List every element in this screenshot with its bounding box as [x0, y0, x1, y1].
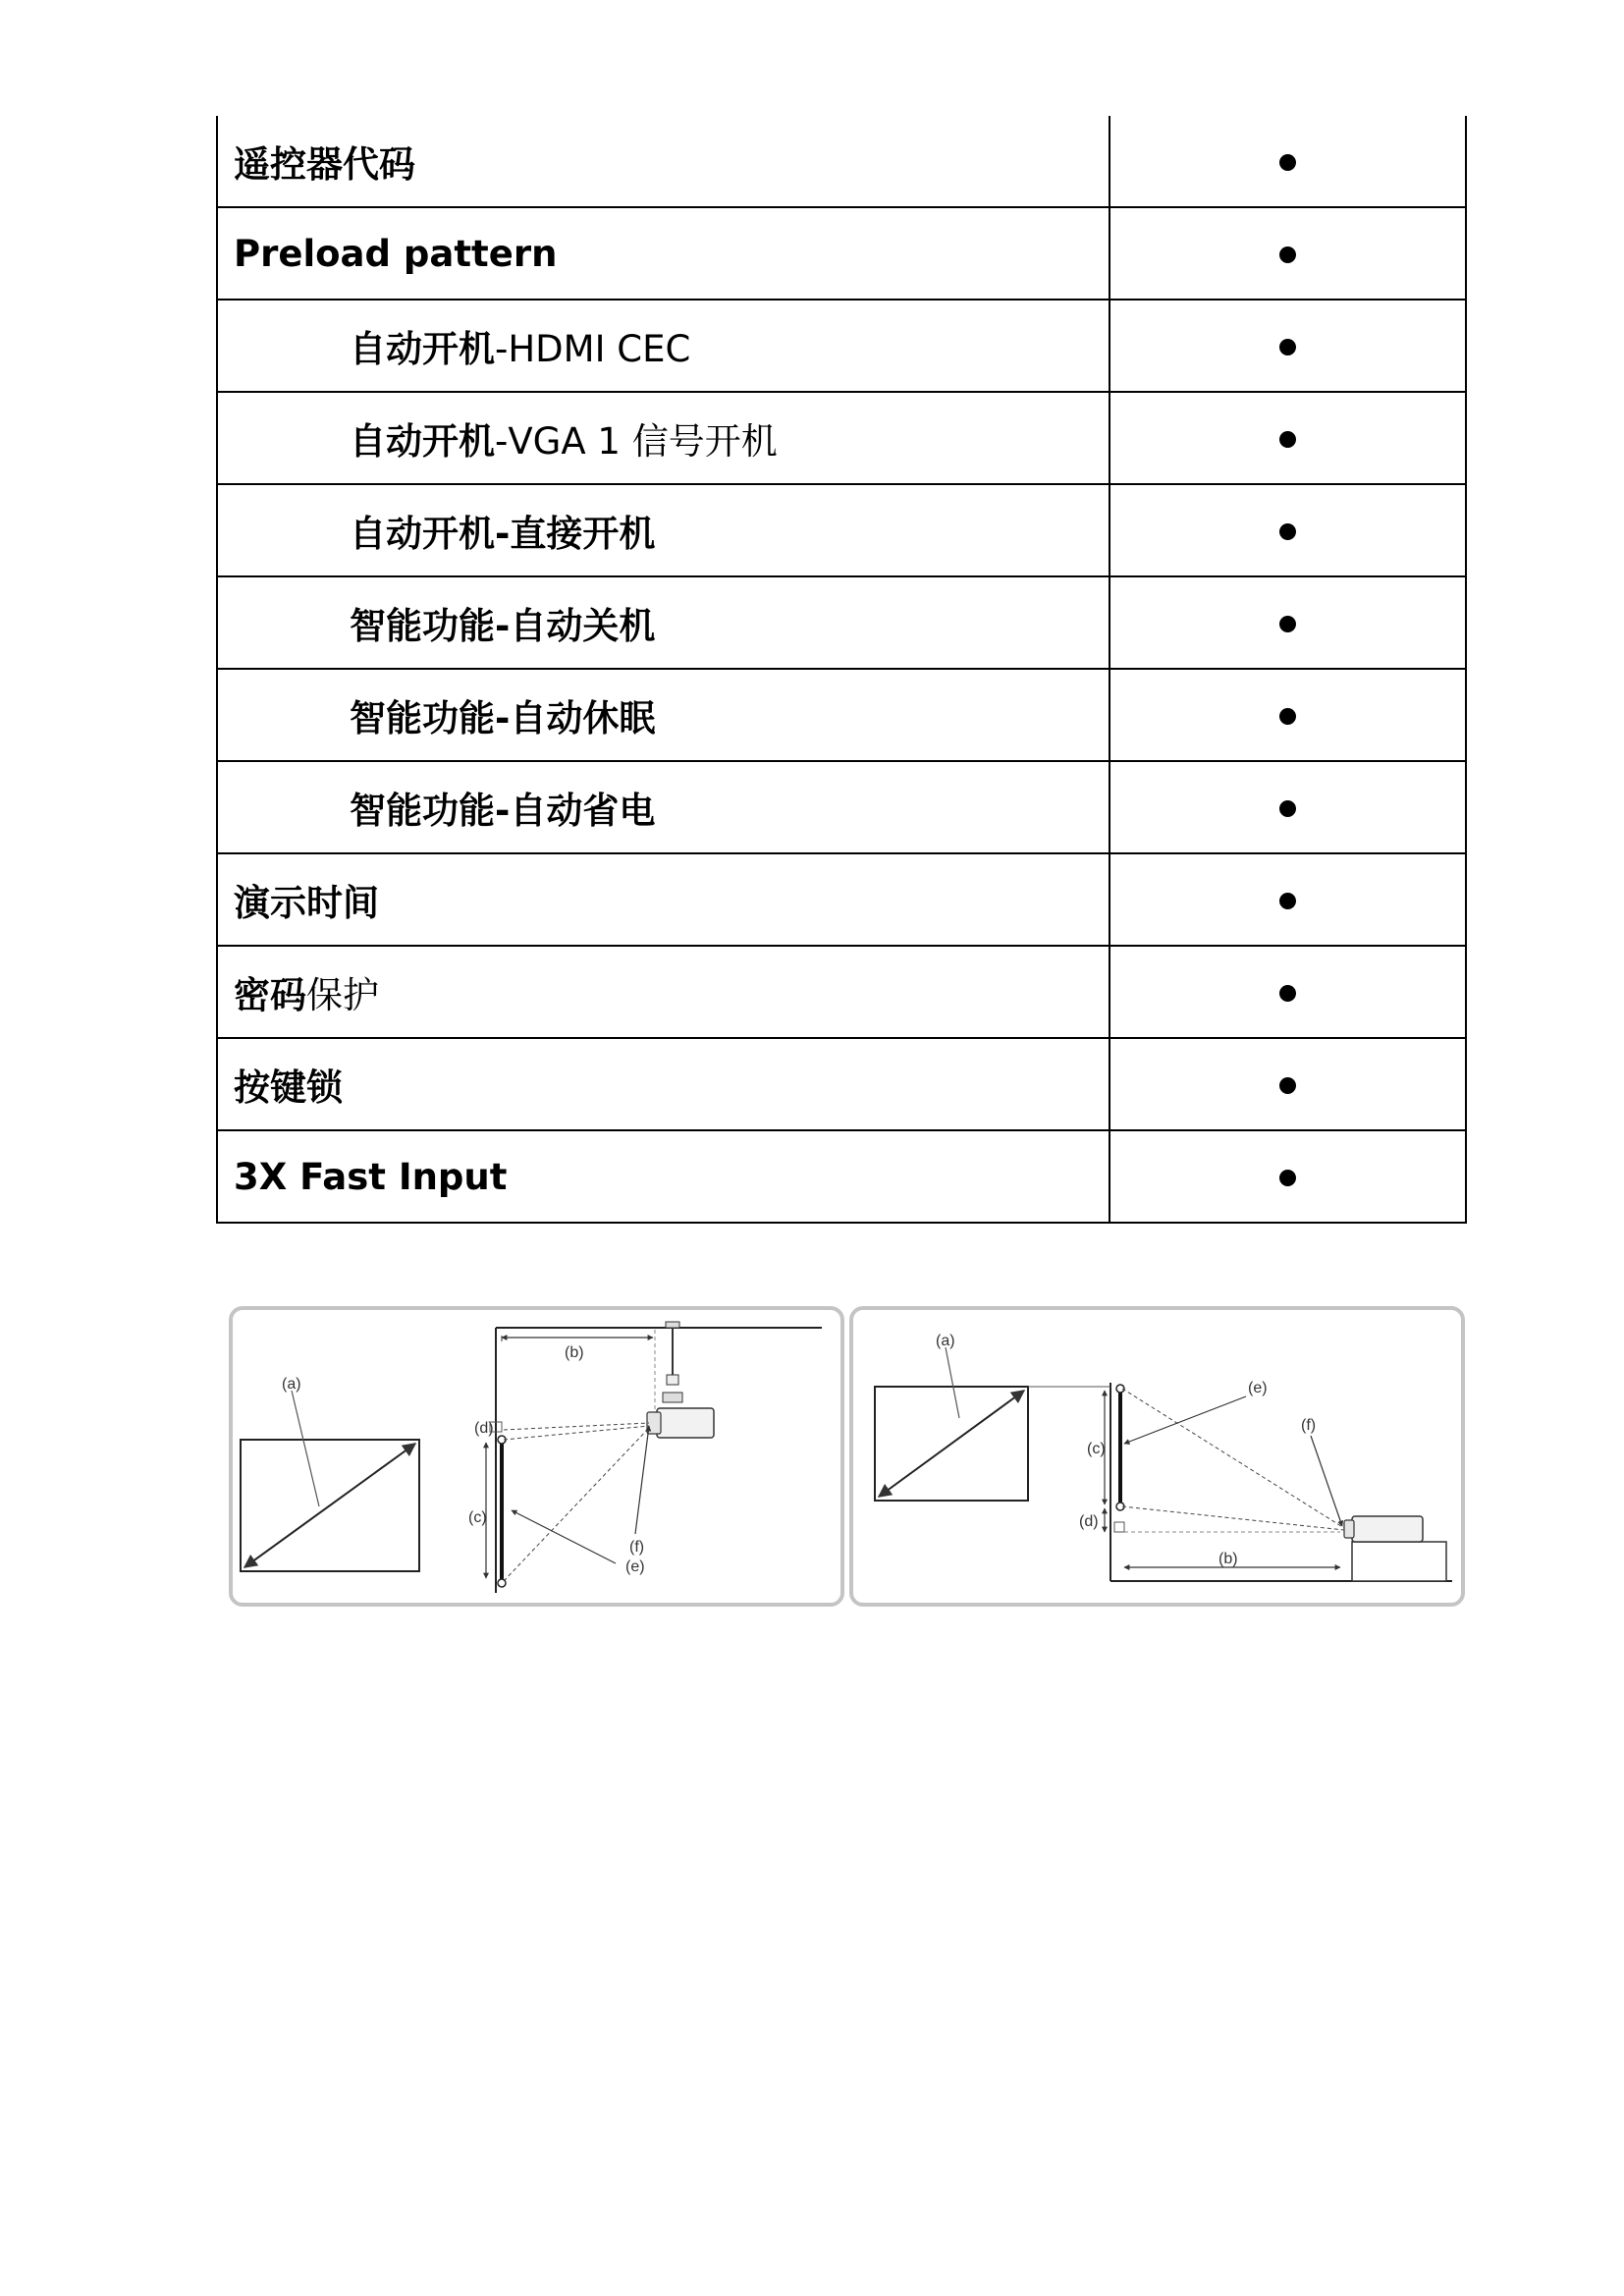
floor-mount-diagram	[849, 1306, 1465, 1607]
feature-label-suffix: 保护	[306, 974, 379, 1016]
feature-label	[217, 300, 1110, 392]
label-c: (c)	[1087, 1441, 1106, 1457]
supported-cell	[1110, 1038, 1466, 1130]
bullet-icon	[1279, 1077, 1296, 1094]
label-d: (d)	[1079, 1513, 1099, 1530]
label-d: (d)	[474, 1420, 494, 1437]
label-b: (b)	[565, 1344, 584, 1361]
screen-diagonal-arrow	[879, 1391, 1024, 1497]
bullet-icon	[1279, 339, 1296, 355]
table-row	[217, 1038, 1466, 1130]
feature-label-suffix: -VGA 1 信号开机	[495, 420, 778, 463]
feature-label-main: 自动开机	[350, 420, 495, 463]
table-row	[217, 576, 1466, 669]
table-row	[217, 300, 1466, 392]
label-a: (a)	[936, 1333, 955, 1349]
bullet-icon	[1279, 523, 1296, 540]
feature-label: 演示时间	[217, 853, 1110, 946]
table-row	[217, 669, 1466, 761]
supported-cell	[1110, 669, 1466, 761]
feature-label	[217, 946, 1110, 1038]
feature-label-suffix: -HDMI CEC	[495, 328, 691, 370]
feature-table	[216, 116, 1467, 1224]
bullet-icon	[1279, 431, 1296, 448]
supported-cell	[1110, 853, 1466, 946]
screen-diagonal-arrow	[244, 1444, 415, 1567]
label-b: (b)	[1218, 1551, 1238, 1567]
label-f: (f)	[629, 1539, 645, 1556]
feature-label: 3X Fast Input	[217, 1130, 1110, 1223]
label-c: (c)	[468, 1509, 487, 1526]
supported-cell	[1110, 946, 1466, 1038]
supported-cell	[1110, 392, 1466, 484]
supported-cell	[1110, 116, 1466, 207]
table-row	[217, 392, 1466, 484]
table-row	[217, 946, 1466, 1038]
floor-mount-illustration	[853, 1310, 1469, 1611]
bullet-icon	[1279, 708, 1296, 725]
projector-icon	[1352, 1516, 1423, 1542]
supported-cell	[1110, 576, 1466, 669]
feature-label: 自动开机-直接开机	[217, 484, 1110, 576]
bullet-icon	[1279, 893, 1296, 909]
supported-cell	[1110, 207, 1466, 300]
bullet-icon	[1279, 985, 1296, 1002]
feature-label-main: 密码	[234, 974, 306, 1016]
label-e: (e)	[1248, 1380, 1268, 1396]
feature-label: 按键锁	[217, 1038, 1110, 1130]
supported-cell	[1110, 761, 1466, 853]
label-f: (f)	[1301, 1417, 1317, 1434]
bullet-icon	[1279, 800, 1296, 817]
feature-label: 遥控器代码	[217, 116, 1110, 207]
feature-label-main: 自动开机	[350, 328, 495, 370]
feature-label: 智能功能-自动休眠	[217, 669, 1110, 761]
bullet-icon	[1279, 1170, 1296, 1186]
feature-label: Preload pattern	[217, 207, 1110, 300]
feature-label: 智能功能-自动关机	[217, 576, 1110, 669]
projector-stand	[1352, 1542, 1446, 1581]
feature-label: 智能功能-自动省电	[217, 761, 1110, 853]
table-row	[217, 116, 1466, 207]
supported-cell	[1110, 300, 1466, 392]
supported-cell	[1110, 484, 1466, 576]
bullet-icon	[1279, 154, 1296, 171]
table-row	[217, 207, 1466, 300]
projector-icon	[657, 1408, 714, 1438]
ceiling-mount-illustration	[233, 1310, 848, 1611]
table-row	[217, 761, 1466, 853]
bullet-icon	[1279, 246, 1296, 263]
supported-cell	[1110, 1130, 1466, 1223]
table-row	[217, 1130, 1466, 1223]
table-row	[217, 853, 1466, 946]
ceiling-mount-diagram	[229, 1306, 844, 1607]
feature-label	[217, 392, 1110, 484]
label-a: (a)	[282, 1376, 301, 1393]
table-row	[217, 484, 1466, 576]
bullet-icon	[1279, 616, 1296, 632]
label-e: (e)	[625, 1558, 645, 1575]
